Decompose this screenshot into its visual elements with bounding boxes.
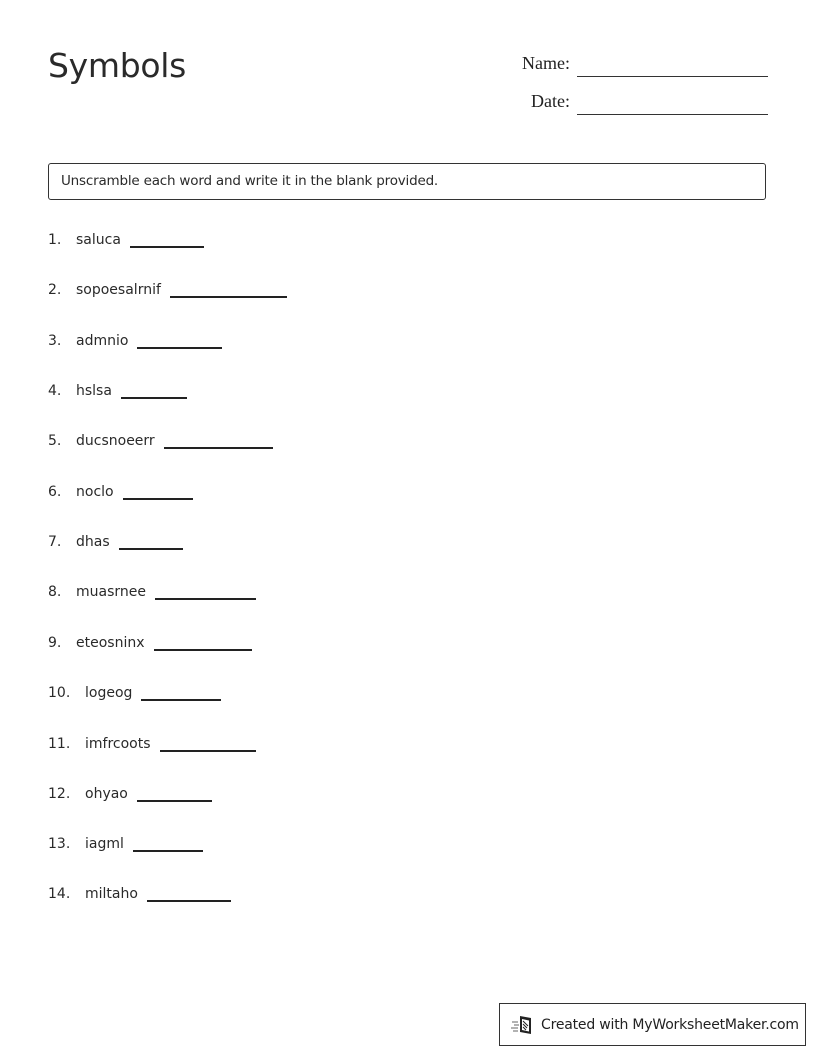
item-number: 1.: [48, 232, 62, 248]
scrambled-word: miltaho: [85, 886, 138, 902]
scrambled-word: eteosninx: [76, 635, 145, 651]
scrambled-word: muasrnee: [76, 584, 146, 600]
item-number: 9.: [48, 635, 62, 651]
scrambled-word: saluca: [76, 232, 121, 248]
answer-blank[interactable]: [123, 488, 193, 500]
list-item: [48, 635, 252, 655]
list-item: [48, 685, 221, 705]
answer-blank[interactable]: [137, 790, 212, 802]
answer-blank[interactable]: [119, 538, 183, 550]
item-number: 7.: [48, 534, 62, 550]
answer-blank[interactable]: [133, 840, 203, 852]
scrambled-word: hslsa: [76, 383, 112, 399]
item-number: 3.: [48, 333, 62, 349]
scrambled-word: logeog: [85, 685, 133, 701]
list-item: [48, 534, 183, 554]
list-item: [48, 232, 204, 252]
item-number: 10.: [48, 685, 71, 701]
item-number: 12.: [48, 786, 71, 802]
footer-text: Created with MyWorksheetMaker.com: [541, 1016, 799, 1033]
item-number: 11.: [48, 736, 71, 752]
scrambled-word: sopoesalrnif: [76, 282, 161, 298]
answer-blank[interactable]: [164, 437, 273, 449]
answer-blank[interactable]: [141, 689, 221, 701]
answer-blank[interactable]: [137, 337, 222, 349]
scrambled-word: ducsnoeerr: [76, 433, 155, 449]
date-label: Date:: [531, 91, 570, 111]
instructions-box: Unscramble each word and write it in the blank provided.: [48, 163, 766, 200]
list-item: [48, 383, 187, 403]
name-blank-line[interactable]: [577, 76, 768, 77]
item-number: 4.: [48, 383, 62, 399]
item-number: 6.: [48, 484, 62, 500]
list-item: [48, 433, 273, 453]
list-item: [48, 282, 287, 302]
list-item: [48, 836, 203, 856]
answer-blank[interactable]: [170, 286, 287, 298]
list-item: [48, 736, 256, 756]
date-blank-line[interactable]: [577, 114, 768, 115]
answer-blank[interactable]: [147, 890, 231, 902]
list-item: [48, 333, 222, 353]
scrambled-word: admnio: [76, 333, 129, 349]
answer-blank[interactable]: [155, 588, 256, 600]
name-label: Name:: [522, 53, 570, 73]
item-number: 8.: [48, 584, 62, 600]
scrambled-word: noclo: [76, 484, 114, 500]
list-item: [48, 886, 231, 906]
footer-credit: [499, 1003, 806, 1046]
answer-blank[interactable]: [121, 387, 187, 399]
scrambled-word: imfrcoots: [85, 736, 151, 752]
scrambled-word: dhas: [76, 534, 110, 550]
item-number: 5.: [48, 433, 62, 449]
list-item: [48, 484, 193, 504]
answer-blank[interactable]: [130, 236, 204, 248]
scrambled-word: ohyao: [85, 786, 128, 802]
item-number: 2.: [48, 282, 62, 298]
list-item: [48, 584, 256, 604]
page-title: Symbols: [48, 46, 187, 85]
item-number: 13.: [48, 836, 71, 852]
list-item: [48, 786, 212, 806]
answer-blank[interactable]: [154, 639, 252, 651]
worksheet-logo-icon: [511, 1014, 535, 1036]
scrambled-word: iagml: [85, 836, 124, 852]
item-number: 14.: [48, 886, 71, 902]
answer-blank[interactable]: [160, 740, 256, 752]
